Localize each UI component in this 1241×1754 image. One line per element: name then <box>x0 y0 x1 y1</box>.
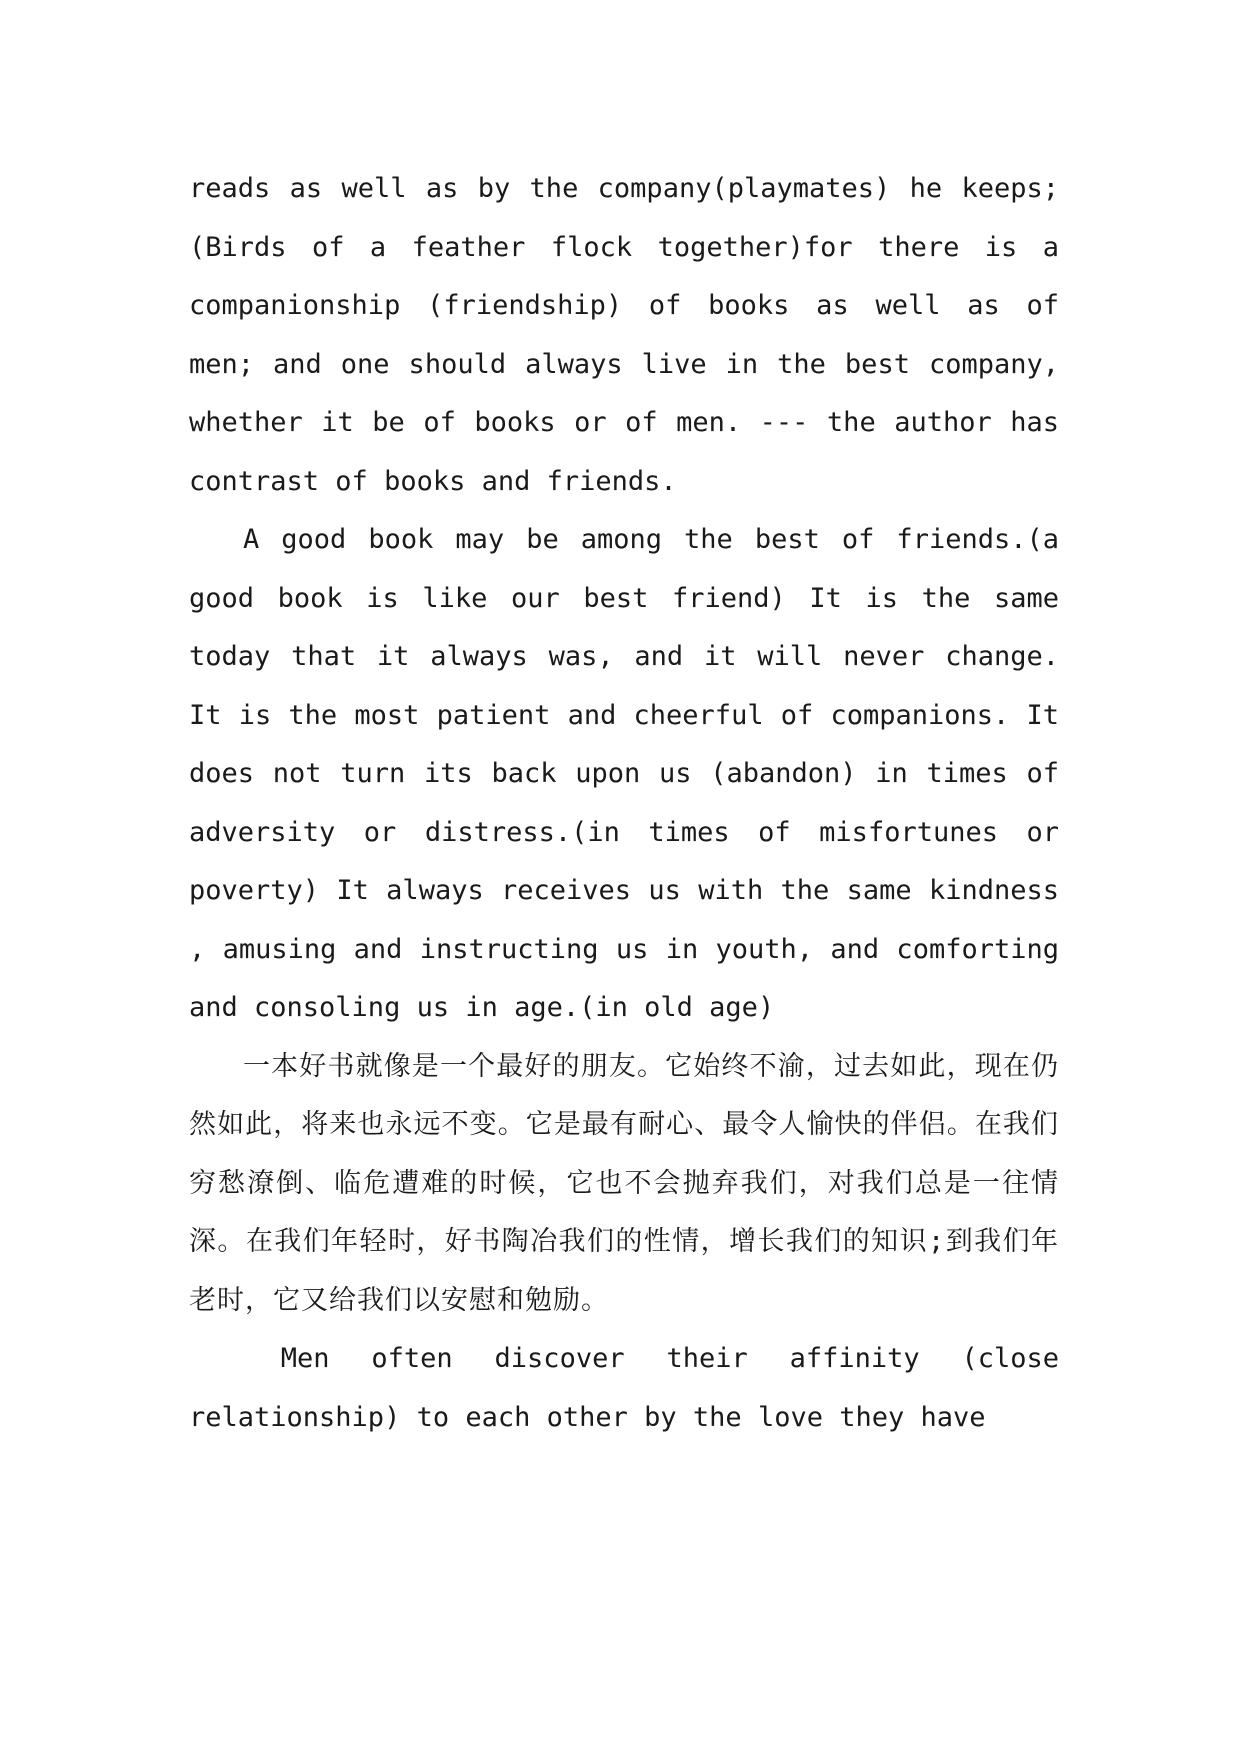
paragraph-good-book: A good book may be among the best of friends.(a good book is like our best friend) It is the same today that it always was, and it will never change. It is the most patient and cheerful of companions. It does not turn its back upon us (abandon) in times of adversity or distress.(in times of misfortunes or poverty) It always receives us with the same kindness , amusing and instructing us in youth, and comforting and consoling us in age.(in old age) <box>189 524 1059 1023</box>
paragraph-companionship: reads as well as by the company(playmates) he keeps;(Birds of a feather flock together)for there is a companionship (friendship) of books as well as of men; and one should always live in the best company, whether it be of books or of men. --- the author has contrast of books and friends. <box>189 173 1059 497</box>
document-body <box>189 160 1059 1447</box>
paragraph-chinese-translation: 一本好书就像是一个最好的朋友。它始终不渝，过去如此，现在仍然如此，将来也永远不变。它是最有耐心、最令人愉快的伴侣。在我们穷愁潦倒、临危遭难的时候，它也不会抛弃我们，对我们总是一往情深。在我们年轻时，好书陶冶我们的性情，增长我们的知识;到我们年老时，它又给我们以安慰和勉励。 <box>189 1050 1059 1316</box>
paragraph-affinity: Men often discover their affinity (close relationship) to each other by the love they have <box>189 1343 1059 1433</box>
